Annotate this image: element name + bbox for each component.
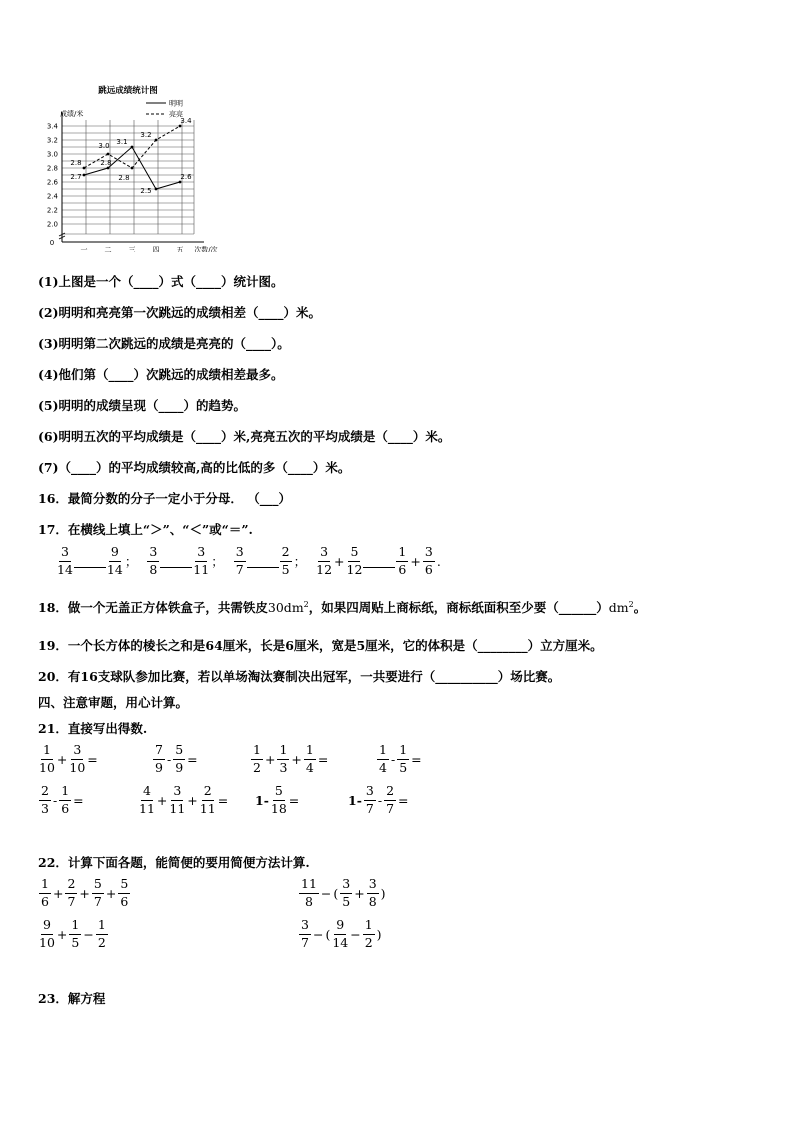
question-19: 19．一个长方体的棱长之和是64厘米，长是6厘米，宽是5厘米，它的体积是（________）立方厘米。 (38, 638, 603, 653)
question-23: 23．解方程 (38, 991, 106, 1006)
q15-part6: (6)明明五次的平均成绩是（____）米,亮亮五次的平均成绩是（____）米。 (38, 429, 451, 444)
line-chart (38, 82, 218, 252)
answer-blank[interactable] (247, 555, 279, 568)
data-point (83, 167, 86, 170)
data-label: 3.4 (180, 117, 192, 125)
data-point (131, 146, 134, 149)
q21-expr-d: $\frac{1}{4}$ - $\frac{1}{5}$ = (379, 742, 422, 775)
question-17-title: 17．在横线上填上“＞”、“＜”或“＝”. (38, 522, 253, 537)
y-tick-label: 2.0 (46, 220, 58, 229)
data-point (179, 125, 182, 128)
fraction: $\frac{9}{14}$ (106, 544, 123, 577)
q21-expr-c: $\frac{1}{2}$ + $\frac{1}{3}$ + $\frac{1}{4}$ = (253, 742, 329, 775)
data-label: 3.2 (140, 131, 152, 139)
x-tick-label: 二 (104, 246, 112, 252)
fraction: $\frac{2}{5}$ (281, 544, 290, 577)
y-axis-label: 成绩/米 (60, 110, 84, 118)
question-17-comparisons: $\frac{3}{14}$ $\frac{9}{14}$ ； $\frac{3}{8}$ $\frac{3}{11}$ ； $\frac{3}{7}$ $\frac{2}{5}$ ； $\frac{3}{12}$ + $\frac{5}{12}$ $\frac{1}{6}$ + $\frac{3}{6}$ . (57, 544, 441, 577)
data-label: 3.0 (98, 142, 110, 150)
question-20: 20．有16支球队参加比赛，若以单场淘汰赛制决出冠军，一共要进行（__________）场比赛。 (38, 669, 561, 684)
y-tick-label: 3.2 (46, 136, 58, 145)
q21-expr-b: $\frac{7}{9}$ - $\frac{5}{9}$ = (155, 742, 198, 775)
q15-part2: (2)明明和亮亮第一次跳远的成绩相差（____）米。 (38, 305, 322, 320)
data-point (83, 174, 86, 177)
fraction: $\frac{3}{11}$ (193, 544, 210, 577)
fraction: $\frac{3}{6}$ (424, 544, 433, 577)
data-point (131, 167, 134, 170)
x-axis-label: 次数/次 (194, 246, 218, 252)
q21-expr-i: 1- $\frac{3}{7}$ - $\frac{2}{7}$ = (348, 783, 409, 816)
data-point (155, 139, 158, 142)
q15-part4: (4)他们第（____）次跳远的成绩相差最多。 (38, 367, 284, 382)
x-tick-label: 三 (128, 246, 136, 252)
legend-label: 亮亮 (169, 110, 183, 119)
question-18: 18．做一个无盖正方体铁盒子，共需铁皮$30dm^2$，如果四周贴上商标纸，商标纸面积至少要$(\_\_\_\_\_\_)dm^2$。 (38, 599, 647, 615)
q15-part5: (5)明明的成绩呈现（____）的趋势。 (38, 398, 247, 413)
q21-expr-a: $\frac{1}{10}$ + $\frac{3}{10}$ = (39, 742, 98, 775)
q15-part3: (3)明明第二次跳远的成绩是亮亮的（____）。 (38, 336, 290, 351)
x-tick-label: 四 (152, 246, 160, 252)
x-tick-label: 五 (176, 246, 184, 252)
question-21-title: 21．直接写出得数. (38, 721, 148, 736)
data-point (107, 153, 110, 156)
y-tick-label: 2.6 (46, 178, 58, 187)
fraction: $\frac{3}{8}$ (149, 544, 158, 577)
q22-expr-d: $\frac{3}{7}$ − ( $\frac{9}{14}$ − $\frac{1}{2}$ ) (301, 917, 382, 950)
x-tick-label: 一 (80, 246, 88, 252)
q15-part1: (1)上图是一个（____）式（____）统计图。 (38, 274, 284, 289)
data-label: 2.7 (70, 173, 82, 181)
y-tick-label: 2.4 (46, 192, 58, 201)
answer-blank[interactable] (160, 555, 192, 568)
data-label: 2.5 (140, 187, 152, 195)
q21-expr-g: $\frac{4}{11}$ + $\frac{3}{11}$ + $\frac{2}{11}$ = (139, 783, 229, 816)
data-point (107, 167, 110, 170)
answer-blank[interactable] (74, 555, 106, 568)
data-point (179, 181, 182, 184)
data-point (155, 188, 158, 191)
q15-part7: (7)（____）的平均成绩较高,高的比低的多（____）米。 (38, 460, 351, 475)
q22-expr-a: $\frac{1}{6}$ + $\frac{2}{7}$ + $\frac{5}{7}$ + $\frac{5}{6}$ (41, 876, 129, 909)
q21-expr-h: 1- $\frac{5}{18}$ = (255, 783, 300, 816)
data-label: 2.8 (70, 159, 82, 167)
fraction: $\frac{3}{12}$ (316, 544, 333, 577)
data-label: 2.8 (100, 159, 112, 167)
q21-expr-e: $\frac{2}{3}$ - $\frac{1}{6}$ = (41, 783, 84, 816)
chart-title: 跳远成绩统计图 (98, 86, 158, 96)
origin-label: 0 (49, 239, 55, 247)
legend-label: 明明 (169, 99, 183, 108)
fraction: $\frac{3}{7}$ (235, 544, 244, 577)
q22-expr-b: $\frac{11}{8}$ − ( $\frac{3}{5}$ + $\frac{3}{8}$ ) (301, 876, 386, 909)
question-16: 16．最简分数的分子一定小于分母． （___） (38, 491, 291, 506)
y-tick-label: 2.8 (46, 164, 58, 173)
fraction: $\frac{3}{14}$ (57, 544, 73, 577)
fraction: $\frac{1}{6}$ (398, 544, 407, 577)
q22-expr-c: $\frac{9}{10}$ + $\frac{1}{5}$ − $\frac{1}{2}$ (39, 917, 106, 950)
jump-chart (38, 82, 218, 252)
y-tick-label: 2.2 (46, 206, 58, 215)
y-tick-label: 3.4 (46, 122, 58, 131)
answer-blank[interactable] (363, 555, 395, 568)
question-22-title: 22．计算下面各题，能简便的要用简便方法计算. (38, 855, 310, 870)
section-4-heading: 四、注意审题，用心计算。 (38, 695, 189, 710)
data-label: 2.6 (180, 173, 192, 181)
fraction: $\frac{5}{12}$ (346, 544, 363, 577)
data-label: 3.1 (116, 138, 128, 146)
data-label: 2.8 (118, 174, 130, 182)
y-tick-label: 3.0 (46, 150, 58, 159)
